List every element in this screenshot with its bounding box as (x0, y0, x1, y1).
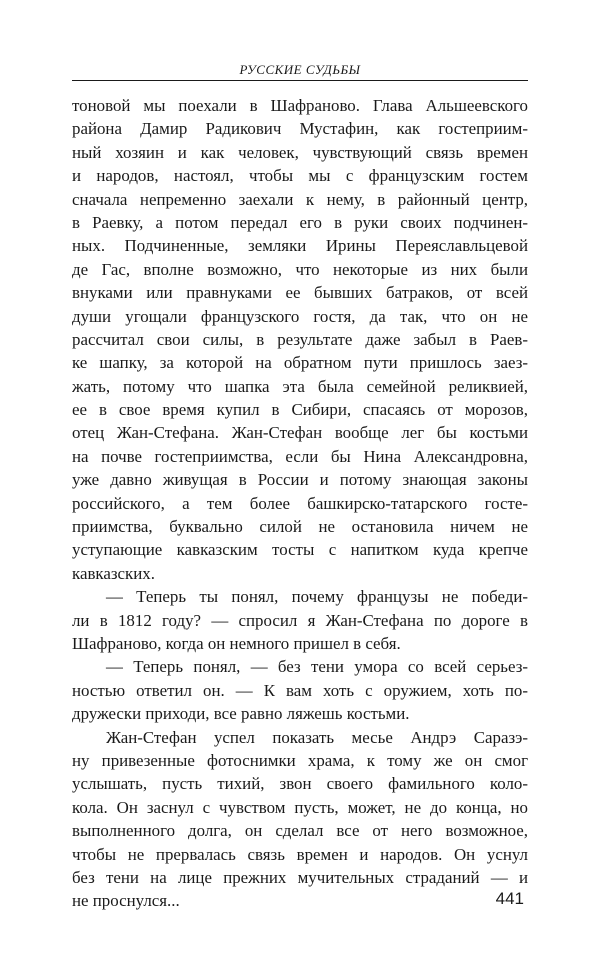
text-line: Жан-Стефан успел показать месье Андрэ Саразэ- (106, 727, 528, 747)
text-line: выполненного долга, он сделал все от него возможное, (72, 821, 528, 841)
text-line: уже давно живущая в России и потому знающая законы (72, 470, 528, 490)
text-line: — Теперь понял, — без тени умора со всей серьез- (106, 657, 528, 677)
text-line: ностью ответил он. — К вам хоть с оружием, хоть по- (72, 680, 528, 700)
text-line: в Раевку, а потом передал его в руки своих подчинен- (72, 212, 528, 232)
text-line: кавказских. (72, 563, 155, 583)
text-line: отец Жан-Стефана. Жан-Стефан вообще лег бы костьми (72, 423, 528, 443)
text-line: района Дамир Радикович Мустафин, как гостеприим- (72, 119, 528, 139)
text-line: дружески приходи, все равно ляжешь костьми. (72, 704, 410, 724)
text-line: услышать, пусть тихий, звон своего фамильного коло- (72, 774, 528, 794)
body-text (72, 94, 528, 913)
text-line: тоновой мы поехали в Шафраново. Глава Альшеевского (72, 96, 528, 115)
text-line: души угощали французского гостя, да так, что он не (72, 306, 528, 326)
text-line: не проснулся... (72, 891, 180, 911)
text-line: — Теперь ты понял, почему французы не победи- (106, 587, 528, 607)
text-line: чтобы не прервалась связь времен и народов. Он уснул (72, 844, 528, 864)
text-line: уступающие кавказским тосты с напитком куда крепче (72, 540, 528, 560)
text-line: без тени на лице прежних мучительных страданий — и (72, 867, 528, 887)
text-line: де Гас, вполне возможно, что некоторые из них были (72, 259, 528, 279)
text-line: и народов, настоял, чтобы мы с французским гостем (72, 166, 528, 186)
text-line: ный хозяин и как человек, чувствующий связь времен (72, 142, 528, 162)
text-line: кола. Он заснул с чувством пусть, может, не до конца, но (72, 797, 528, 817)
text-line: российского, а тем более башкирско-татарского госте- (72, 493, 528, 513)
text-line: ных. Подчиненные, земляки Ирины Переяславльцевой (72, 236, 528, 256)
text-line: ли в 1812 году? — спросил я Жан-Стефана по дороге в (72, 610, 528, 630)
text-line: ее в свое время купил в Сибири, спасаясь от морозов, (72, 400, 528, 420)
text-line: внуками или правнуками ее бывших батраков, от всей (72, 283, 528, 303)
text-line: жать, потому что шапка эта была семейной реликвией, (72, 376, 528, 396)
text-line: Шафраново, когда он немного пришел в себя. (72, 633, 401, 653)
header-rule (72, 80, 528, 81)
text-line: ну привезенные фотоснимки храма, к тому же он смог (72, 750, 528, 770)
text-line: на почве гостеприимства, если бы Нина Александровна, (72, 446, 528, 466)
running-head: РУССКИЕ СУДЬБЫ (239, 62, 361, 77)
text-line: ке шапку, за которой на обратном пути пришлось заез- (72, 353, 528, 373)
text-line: рассчитал свои силы, в результате даже забыл в Раев- (72, 329, 528, 349)
text-line: сначала непременно заехали к нему, в районный центр, (72, 189, 528, 209)
text-line: приимства, буквально силой не остановила ничем не (72, 517, 528, 537)
page-number: 441 (495, 889, 524, 908)
